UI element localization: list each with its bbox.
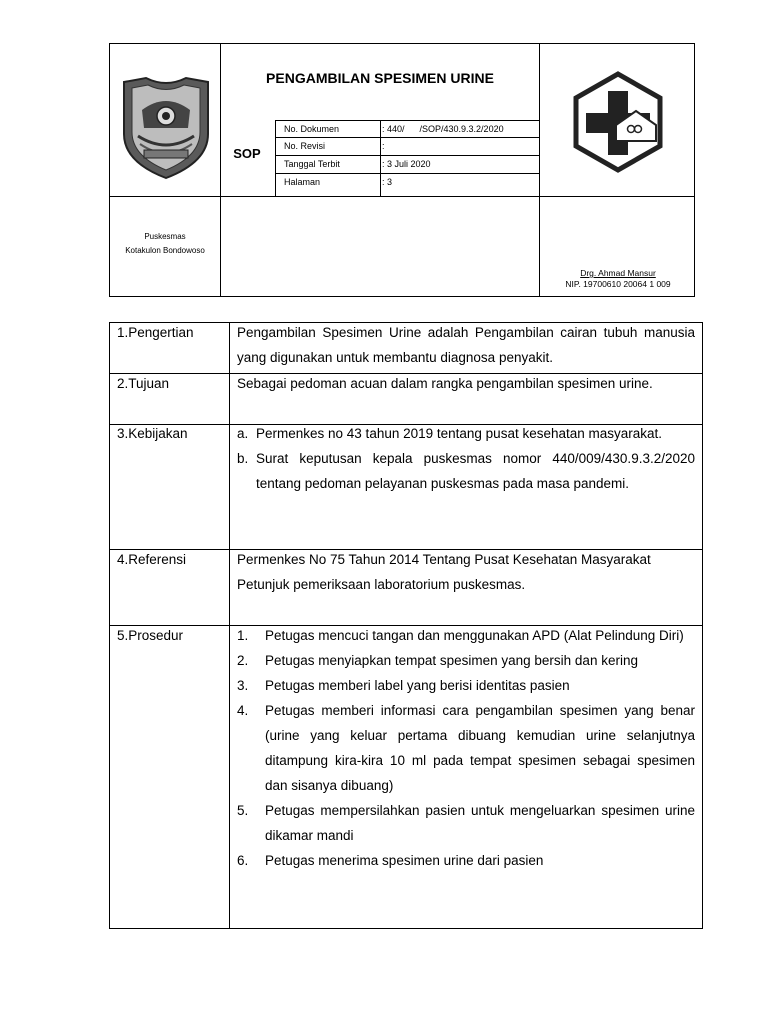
document-title: PENGAMBILAN SPESIMEN URINE xyxy=(266,70,494,86)
meta-value: : xyxy=(382,141,385,151)
puskesmas-logo xyxy=(570,71,666,173)
label-kebijakan: 3.Kebijakan xyxy=(117,426,188,441)
list-item-text: Permenkes no 43 tahun 2019 tentang pusat kesehatan masyarakat. xyxy=(256,426,663,441)
list-item-text: Petugas memberi informasi cara pengambilan spesimen yang benar (urine yang keluar pertama dibuang kemudian urine selanjutnya ditampung kira-kira 10 ml pada tempat spesimen sebagai spesimen dan sisanya dibuang) xyxy=(265,703,695,793)
label-referensi: 4.Referensi xyxy=(117,552,187,567)
list-item xyxy=(237,421,695,446)
list-marker: 5. xyxy=(237,803,249,818)
referensi-block xyxy=(237,547,695,597)
list-item xyxy=(237,648,695,673)
meta-value: : 3 Juli 2020 xyxy=(382,159,431,169)
sop-content-table xyxy=(109,322,703,929)
list-marker: 1. xyxy=(237,628,249,643)
list-item xyxy=(237,673,695,698)
label-prosedur: 5.Prosedur xyxy=(117,628,184,643)
regency-emblem-logo xyxy=(118,74,214,182)
list-item xyxy=(237,848,695,873)
text-referensi-1: Permenkes No 75 Tahun 2014 Tentang Pusat Kesehatan Masyarakat xyxy=(237,552,651,567)
label-pengertian: 1.Pengertian xyxy=(117,325,194,340)
signer-nip: NIP. 19700610 20064 1 009 xyxy=(565,279,671,289)
signer-block xyxy=(540,268,696,290)
list-marker: a. xyxy=(237,426,249,441)
text-pengertian: Pengambilan Spesimen Urine adalah Pengambilan cairan tubuh manusia yang digunakan untuk membantu diagnosa penyakit. xyxy=(237,325,695,365)
signer-name: Drg. Ahmad Mansur xyxy=(580,268,656,278)
list-item xyxy=(237,623,695,648)
label-tujuan: 2.Tujuan xyxy=(117,376,170,391)
meta-row-document-number xyxy=(276,120,540,138)
meta-key: No. Revisi xyxy=(284,141,326,151)
text-tujuan: Sebagai pedoman acuan dalam rangka pengambilan spesimen urine. xyxy=(237,376,653,391)
sop-label: SOP xyxy=(233,146,261,161)
list-item-text: Surat keputusan kepala puskesmas nomor 440/009/430.9.3.2/2020 tentang pedoman pelayanan puskesmas pada masa pandemi. xyxy=(256,451,695,491)
list-item-text: Petugas mempersilahkan pasien untuk mengeluarkan spesimen urine dikamar mandi xyxy=(265,803,695,843)
meta-row-revision xyxy=(276,137,540,155)
organization-name xyxy=(110,230,220,258)
list-marker: 3. xyxy=(237,678,249,693)
list-item-text: Petugas mencuci tangan dan menggunakan APD (Alat Pelindung Diri) xyxy=(265,628,684,643)
list-marker: 2. xyxy=(237,653,249,668)
organization-line-1: Puskesmas xyxy=(144,232,186,241)
list-item xyxy=(237,698,695,798)
list-marker: 4. xyxy=(237,703,249,718)
meta-row-page xyxy=(276,173,540,191)
meta-row-issue-date xyxy=(276,155,540,173)
list-marker: 6. xyxy=(237,853,249,868)
list-item-text: Petugas menerima spesimen urine dari pasien xyxy=(265,853,544,868)
list-kebijakan xyxy=(237,421,695,496)
meta-key: Halaman xyxy=(284,177,321,187)
sop-header xyxy=(109,43,695,297)
list-marker: b. xyxy=(237,451,249,466)
list-item xyxy=(237,798,695,848)
meta-value: : 440/ /SOP/430.9.3.2/2020 xyxy=(382,124,504,134)
meta-key: Tanggal Terbit xyxy=(284,159,340,169)
meta-value: : 3 xyxy=(382,177,393,187)
list-item xyxy=(237,446,695,496)
organization-line-2: Kotakulon Bondowoso xyxy=(125,246,205,255)
meta-key: No. Dokumen xyxy=(284,124,340,134)
list-prosedur xyxy=(237,623,695,873)
text-referensi-2: Petunjuk pemeriksaan laboratorium puskesmas. xyxy=(237,577,526,592)
list-item-text: Petugas menyiapkan tempat spesimen yang bersih dan kering xyxy=(265,653,638,668)
list-item-text: Petugas memberi label yang berisi identitas pasien xyxy=(265,678,570,693)
